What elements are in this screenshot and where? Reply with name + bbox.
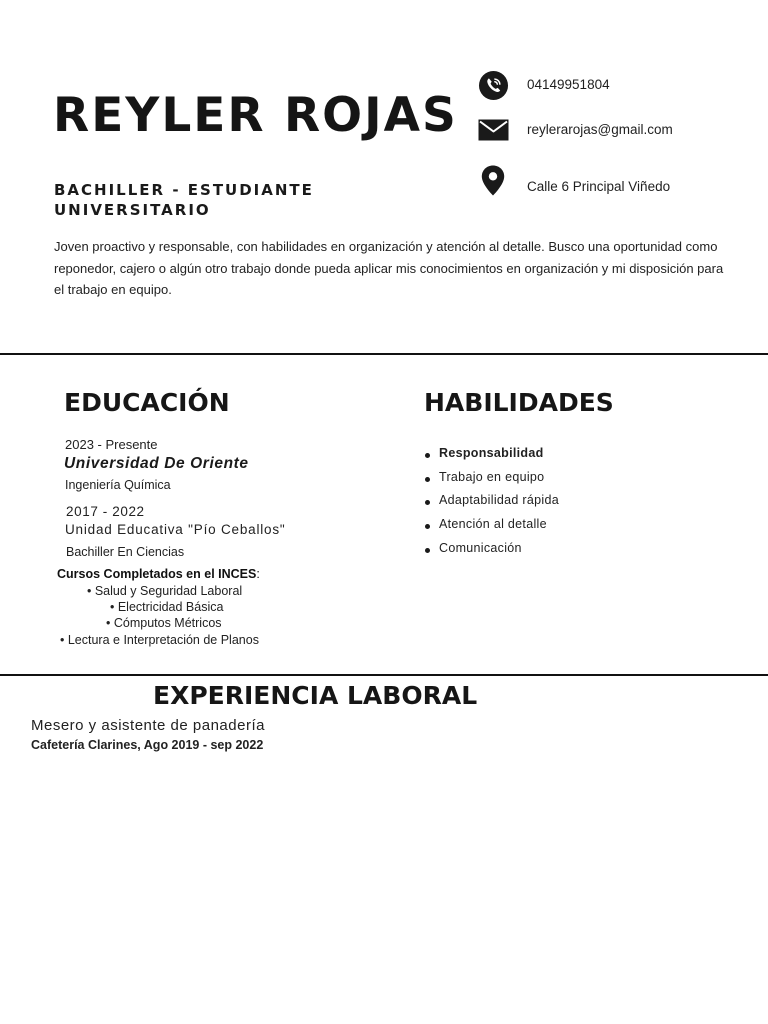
education-institution: Unidad Educativa "Pío Ceballos": [65, 522, 286, 537]
skill-item: [425, 493, 559, 517]
education-heading: EDUCACIÓN: [64, 388, 230, 417]
skill-item: [425, 446, 559, 470]
experience-heading: EXPERIENCIA LABORAL: [153, 681, 478, 710]
job-title: Mesero y asistente de panadería: [31, 717, 265, 734]
bullet-icon: [425, 524, 430, 529]
skill-label: Responsabilidad: [439, 446, 544, 460]
bullet-icon: [425, 477, 430, 482]
bullet-icon: [425, 548, 430, 553]
mail-icon: [477, 114, 509, 146]
email-address[interactable]: reylerarojas@gmail.com: [527, 122, 673, 137]
education-dates: 2023 - Presente: [65, 437, 158, 452]
bullet-icon: [425, 453, 430, 458]
education-degree: Ingeniería Química: [65, 478, 171, 492]
section-divider: [0, 674, 768, 676]
courses-title-colon: :: [256, 567, 260, 581]
skill-item: [425, 541, 559, 565]
course-item: • Lectura e Interpretación de Planos: [60, 633, 259, 647]
skill-label: Comunicación: [439, 540, 522, 555]
bullet-icon: [425, 500, 430, 505]
resume-name: REYLER ROJAS: [53, 88, 458, 143]
education-institution: Universidad De Oriente: [64, 455, 249, 472]
skill-item: [425, 470, 559, 494]
course-item: • Salud y Seguridad Laboral: [87, 584, 243, 598]
phone-icon: [477, 69, 509, 101]
courses-title-text: Cursos Completados en el INCES: [57, 567, 257, 581]
phone-number[interactable]: 04149951804: [527, 77, 610, 92]
education-dates: 2017 - 2022: [66, 504, 145, 519]
section-divider: [0, 353, 768, 355]
courses-title: [57, 567, 260, 581]
education-degree: Bachiller En Ciencias: [66, 545, 185, 559]
resume-role: BACHILLER - ESTUDIANTE UNIVERSITARIO: [54, 181, 314, 219]
skill-label: Atención al detalle: [439, 517, 547, 532]
address: Calle 6 Principal Viñedo: [527, 179, 671, 194]
course-item: • Electricidad Básica: [110, 600, 224, 614]
course-item: • Cómputos Métricos: [106, 616, 222, 630]
skill-label: Trabajo en equipo: [439, 469, 545, 484]
skill-item: [425, 517, 559, 541]
profile-summary: Joven proactivo y responsable, con habilidades en organización y atención al detalle. Busco una oportunidad como reponedor, cajero o algún otro trabajo donde pueda aplicar mis conocimientos en organización y mi disposición para el trabajo en equipo.: [54, 239, 724, 297]
skills-heading: HABILIDADES: [424, 388, 614, 417]
job-detail: Cafetería Clarines, Ago 2019 - sep 2022: [31, 738, 264, 752]
location-pin-icon: [477, 164, 509, 196]
skill-label: Adaptabilidad rápida: [439, 493, 559, 508]
skills-list: [425, 446, 559, 564]
